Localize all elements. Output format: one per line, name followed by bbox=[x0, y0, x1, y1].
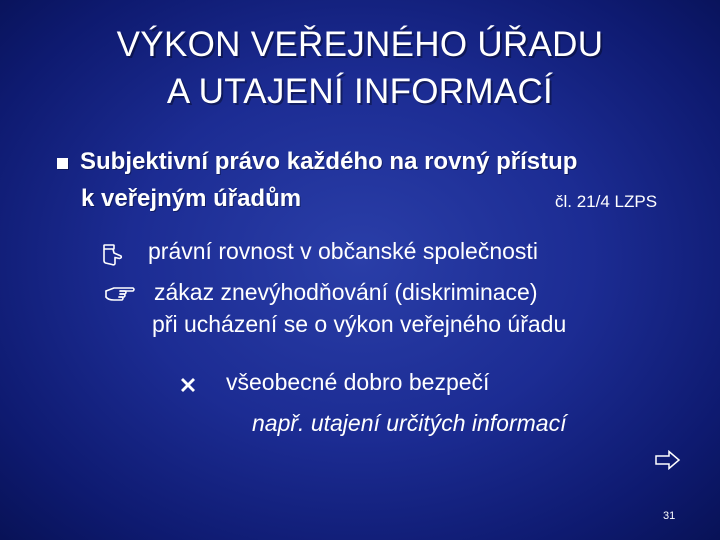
outline-arrow-right-icon[interactable] bbox=[655, 450, 681, 470]
law-reference: čl. 21/4 LZPS bbox=[555, 192, 658, 211]
pointing-hand-icon bbox=[104, 285, 136, 305]
main-bullet-line-2: k veřejným úřadům bbox=[81, 185, 302, 212]
sub-item-equality: právní rovnost v občanské společnosti bbox=[148, 238, 538, 264]
exception-general-good: všeobecné dobro bezpečí bbox=[226, 369, 490, 395]
square-bullet-icon bbox=[57, 158, 68, 169]
thumbs-up-icon bbox=[100, 243, 126, 267]
slide-title-line-1: VÝKON VEŘEJNÉHO ÚŘADU bbox=[116, 25, 604, 64]
cross-mark-icon bbox=[179, 376, 197, 394]
exception-example: např. utajení určitých informací bbox=[252, 410, 567, 436]
sub-item-discrimination-ban-continued: při ucházení se o výkon veřejného úřadu bbox=[152, 311, 567, 337]
main-bullet-line-1: Subjektivní právo každého na rovný přístup bbox=[80, 148, 578, 175]
page-number: 31 bbox=[663, 510, 676, 522]
sub-item-discrimination-ban: zákaz znevýhodňování (diskriminace) bbox=[154, 279, 538, 305]
slide-title-line-2: A UTAJENÍ INFORMACÍ bbox=[166, 72, 554, 111]
